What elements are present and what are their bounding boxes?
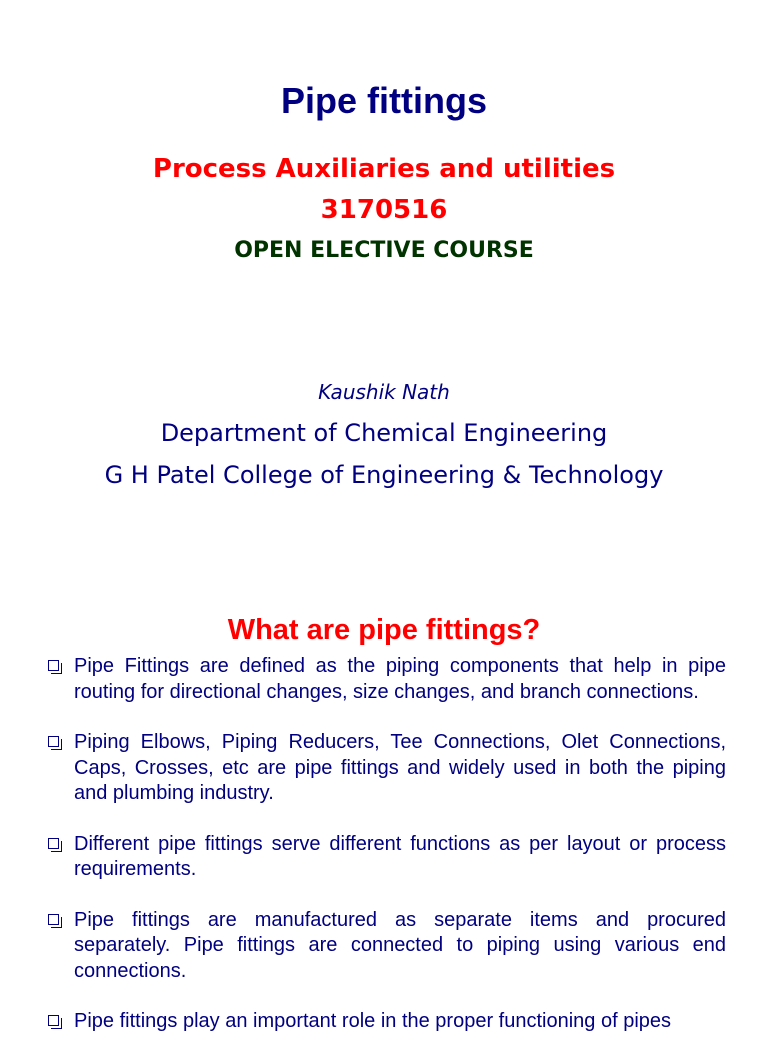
bullet-text: Pipe fittings play an important role in the proper functioning of pipes [74,1010,672,1032]
course-code: 3170516 [320,195,448,225]
bullet-text: Piping Elbows, Piping Reducers, Tee Connections, Olet Connections, Caps, Crosses, etc are pipe fittings and widely used in both the piping and plumbing industry. [74,731,726,804]
hollow-square-bullet-icon [48,1015,59,1026]
hollow-square-bullet-icon [48,736,59,747]
bullet-item [46,832,726,883]
college-name: G H Patel College of Engineering & Technology [104,461,664,489]
bullet-text: Pipe Fittings are defined as the piping components that help in pipe routing for directional changes, size changes, and branch connections. [74,655,726,703]
hollow-square-bullet-icon [48,914,59,925]
slide-title: Pipe fittings [281,80,487,121]
bullet-item [46,730,726,807]
bullet-list [46,654,726,1060]
course-type: OPEN ELECTIVE COURSE [234,238,534,263]
bullet-item [46,654,726,705]
author-name: Kaushik Nath [318,380,450,404]
bullet-item [46,908,726,985]
bullet-item [46,1009,726,1035]
hollow-square-bullet-icon [48,660,59,671]
course-name: Process Auxiliaries and utilities [152,154,616,184]
bullet-text: Different pipe fittings serve different functions as per layout or process requirements. [74,832,726,880]
section-heading: What are pipe fittings? [227,614,541,646]
hollow-square-bullet-icon [48,838,59,849]
content-slide [0,592,768,1032]
bullet-text: Pipe fittings are manufactured as separate items and procured separately. Pipe fittings are connected to piping using various end connections. [74,908,726,982]
department-name: Department of Chemical Engineering [160,419,608,447]
